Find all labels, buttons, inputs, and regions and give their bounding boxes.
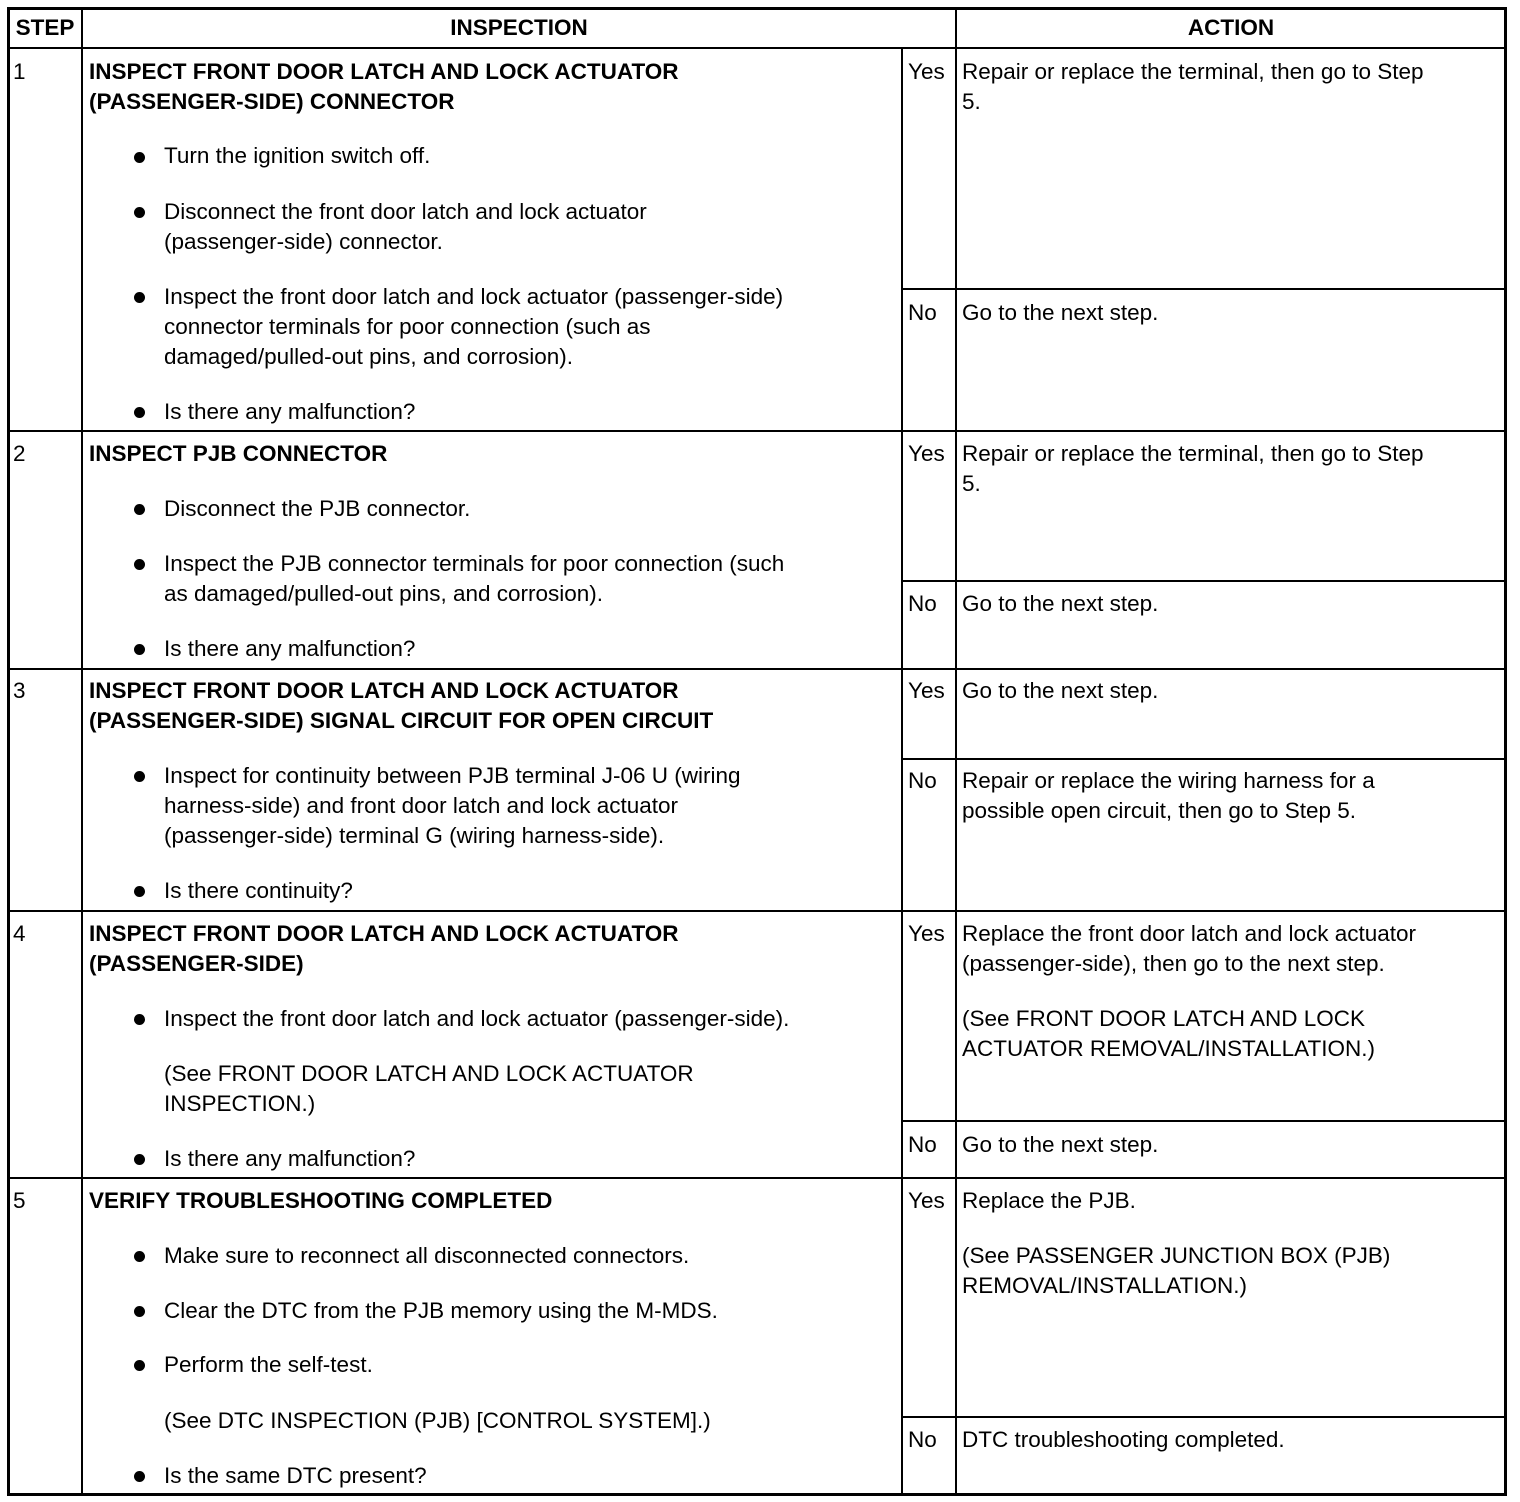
no-action: possible open circuit, then go to Step 5. <box>962 798 1357 823</box>
no-label: No <box>908 1132 937 1157</box>
yes-action: (passenger-side), then go to the next step. <box>962 951 1385 976</box>
inspection-item: Clear the DTC from the PJB memory using the M-MDS. <box>164 1298 718 1323</box>
inspection-item: Is there any malfunction? <box>164 636 416 661</box>
no-action: Go to the next step. <box>962 1132 1159 1157</box>
no-action: DTC troubleshooting completed. <box>962 1427 1285 1452</box>
step-number: 5 <box>13 1188 26 1213</box>
yes-no-divider <box>902 1416 1505 1418</box>
yes-note: (See PASSENGER JUNCTION BOX (PJB) <box>962 1243 1391 1268</box>
yes-no-divider <box>902 580 1505 582</box>
step-number: 4 <box>13 921 26 946</box>
inspection-note: (See FRONT DOOR LATCH AND LOCK ACTUATOR <box>164 1061 694 1086</box>
step-title: (PASSENGER-SIDE) <box>89 951 304 976</box>
inspection-item: Inspect the front door latch and lock actuator (passenger-side) <box>164 284 784 309</box>
yes-action: Repair or replace the terminal, then go to Step <box>962 59 1424 84</box>
yes-note: (See FRONT DOOR LATCH AND LOCK <box>962 1006 1365 1031</box>
no-action: Go to the next step. <box>962 300 1159 325</box>
bullet-icon <box>134 1360 145 1371</box>
yes-no-divider <box>902 1120 1505 1122</box>
inspection-item: Inspect the PJB connector terminals for poor connection (such <box>164 551 785 576</box>
bullet-icon <box>134 292 145 303</box>
yes-label: Yes <box>908 678 945 703</box>
bullet-icon <box>134 207 145 218</box>
yes-action: Repair or replace the terminal, then go to Step <box>962 441 1424 466</box>
inspection-item: Is the same DTC present? <box>164 1463 427 1488</box>
inspection-item: Is there any malfunction? <box>164 399 416 424</box>
column-divider <box>955 8 957 1495</box>
inspection-item: Perform the self-test. <box>164 1352 373 1377</box>
step-number: 3 <box>13 678 26 703</box>
inspection-item: harness-side) and front door latch and lock actuator <box>164 793 679 818</box>
step-number: 1 <box>13 59 26 84</box>
inspection-item: Inspect for continuity between PJB terminal J-06 U (wiring <box>164 763 741 788</box>
inspection-item: Is there continuity? <box>164 878 353 903</box>
step-title: (PASSENGER-SIDE) SIGNAL CIRCUIT FOR OPEN CIRCUIT <box>89 708 714 733</box>
bullet-icon <box>134 886 145 897</box>
yes-label: Yes <box>908 59 945 84</box>
header-action: ACTION <box>1187 15 1275 40</box>
step-title: INSPECT PJB CONNECTOR <box>89 441 388 466</box>
inspection-item: Disconnect the PJB connector. <box>164 496 471 521</box>
bullet-icon <box>134 1306 145 1317</box>
bullet-icon <box>134 1251 145 1262</box>
no-label: No <box>908 768 937 793</box>
step-title: (PASSENGER-SIDE) CONNECTOR <box>89 89 455 114</box>
no-label: No <box>908 591 937 616</box>
step-title: INSPECT FRONT DOOR LATCH AND LOCK ACTUATOR <box>89 678 679 703</box>
inspection-item: Make sure to reconnect all disconnected connectors. <box>164 1243 690 1268</box>
column-divider <box>81 8 83 1495</box>
step-title: VERIFY TROUBLESHOOTING COMPLETED <box>89 1188 553 1213</box>
yes-note: REMOVAL/INSTALLATION.) <box>962 1273 1248 1298</box>
yes-label: Yes <box>908 921 945 946</box>
no-label: No <box>908 1427 937 1452</box>
inspection-note: INSPECTION.) <box>164 1091 316 1116</box>
no-action: Go to the next step. <box>962 591 1159 616</box>
inspection-item: damaged/pulled-out pins, and corrosion). <box>164 344 573 369</box>
yes-no-divider <box>902 288 1505 290</box>
yes-note: ACTUATOR REMOVAL/INSTALLATION.) <box>962 1036 1375 1061</box>
row-divider <box>8 668 1505 670</box>
row-divider <box>8 47 1505 49</box>
inspection-item: (passenger-side) terminal G (wiring harness-side). <box>164 823 665 848</box>
bullet-icon <box>134 407 145 418</box>
step-title: INSPECT FRONT DOOR LATCH AND LOCK ACTUATOR <box>89 921 679 946</box>
step-title: INSPECT FRONT DOOR LATCH AND LOCK ACTUATOR <box>89 59 679 84</box>
row-divider <box>8 1177 1505 1179</box>
yes-action: Go to the next step. <box>962 678 1159 703</box>
yes-action: 5. <box>962 471 981 496</box>
bullet-icon <box>134 1014 145 1025</box>
no-label: No <box>908 300 937 325</box>
yes-action: 5. <box>962 89 981 114</box>
row-divider <box>8 910 1505 912</box>
inspection-item: (passenger-side) connector. <box>164 229 443 254</box>
column-divider <box>901 48 903 1495</box>
inspection-item: as damaged/pulled-out pins, and corrosion). <box>164 581 604 606</box>
yes-action: Replace the PJB. <box>962 1188 1136 1213</box>
no-action: Repair or replace the wiring harness for a <box>962 768 1375 793</box>
yes-action: Replace the front door latch and lock actuator <box>962 921 1417 946</box>
bullet-icon <box>134 152 145 163</box>
bullet-icon <box>134 1471 145 1482</box>
inspection-item: connector terminals for poor connection (such as <box>164 314 651 339</box>
step-number: 2 <box>13 441 26 466</box>
bullet-icon <box>134 771 145 782</box>
yes-no-divider <box>902 758 1505 760</box>
bullet-icon <box>134 644 145 655</box>
inspection-note: (See DTC INSPECTION (PJB) [CONTROL SYSTEM].) <box>164 1408 711 1433</box>
yes-label: Yes <box>908 441 945 466</box>
bullet-icon <box>134 1154 145 1165</box>
inspection-item: Is there any malfunction? <box>164 1146 416 1171</box>
inspection-item: Disconnect the front door latch and lock actuator <box>164 199 647 224</box>
row-divider <box>8 430 1505 432</box>
header-step: STEP <box>15 15 75 40</box>
yes-label: Yes <box>908 1188 945 1213</box>
bullet-icon <box>134 559 145 570</box>
inspection-item: Turn the ignition switch off. <box>164 143 431 168</box>
header-inspection: INSPECTION <box>450 15 588 40</box>
bullet-icon <box>134 504 145 515</box>
inspection-item: Inspect the front door latch and lock actuator (passenger-side). <box>164 1006 790 1031</box>
